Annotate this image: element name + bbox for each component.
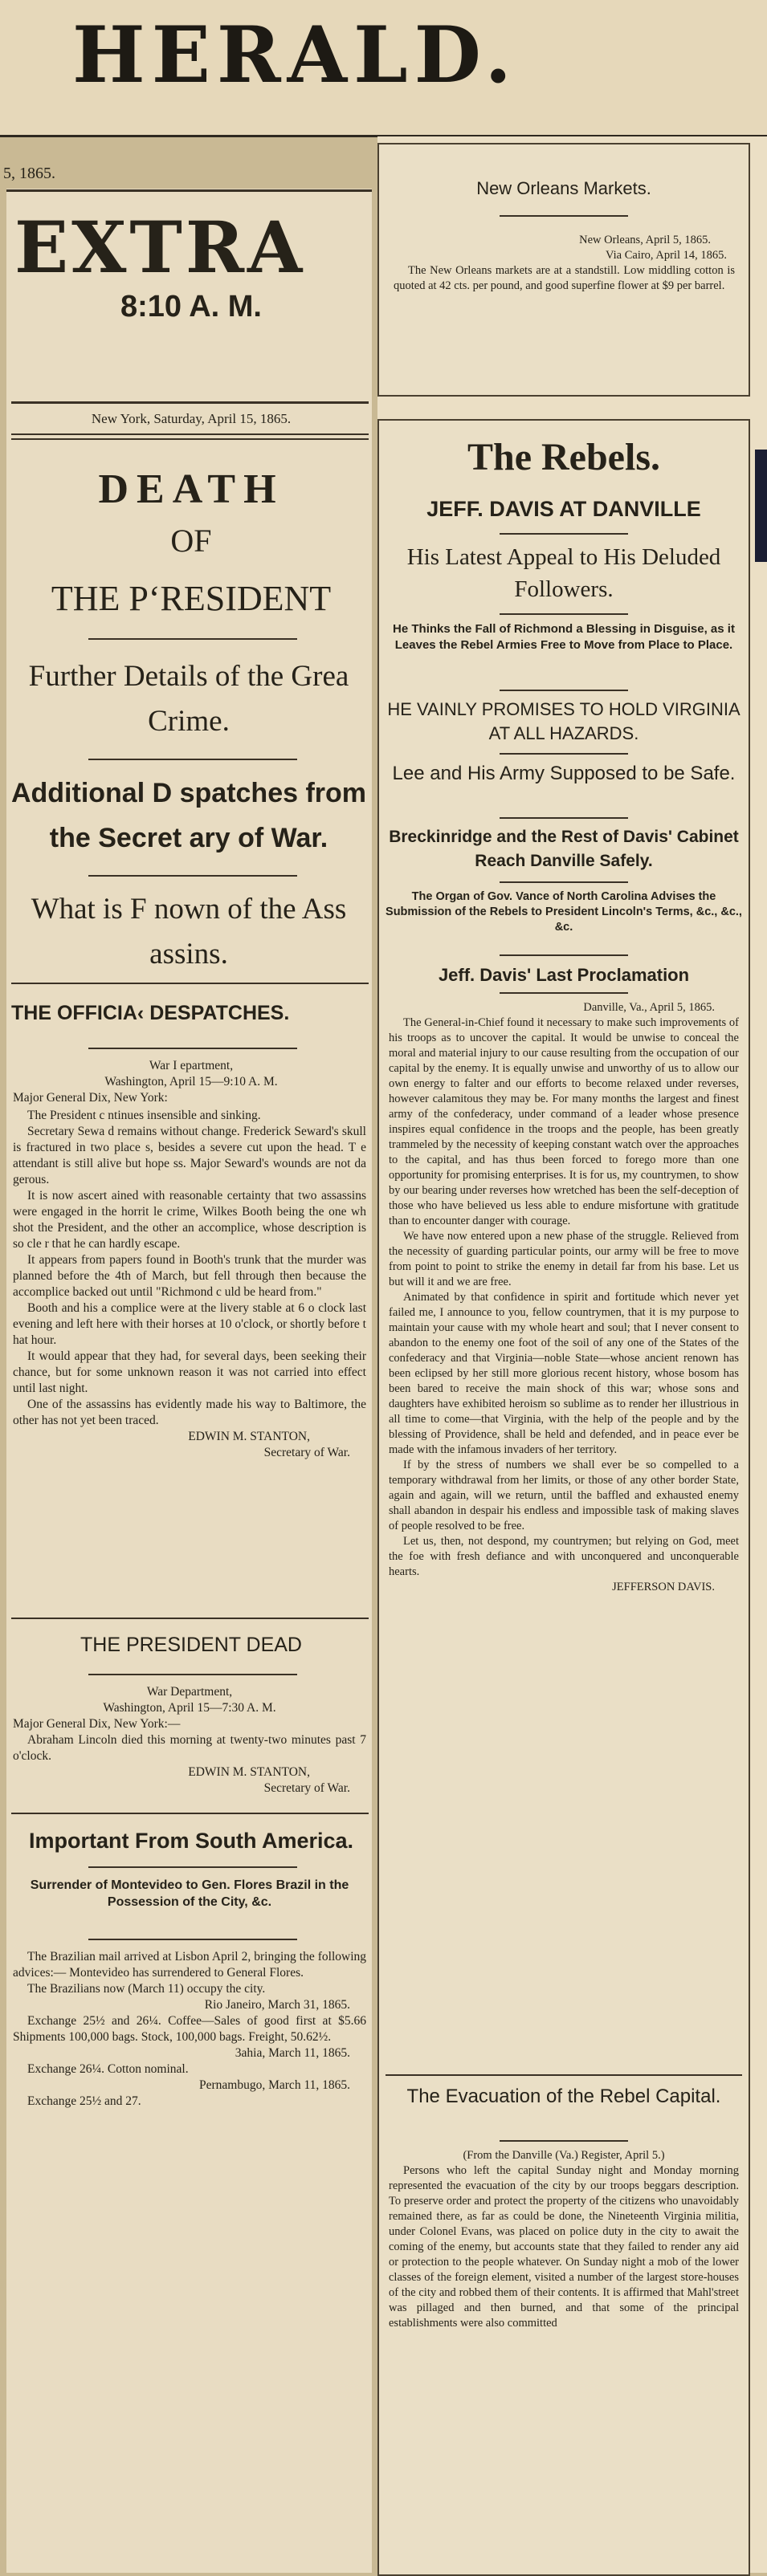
deck-despatches: Additional D spatches from the Secret ary of War. — [10, 778, 367, 853]
official-signature-title: Secretary of War. — [263, 1446, 350, 1459]
proclamation-paragraph: Animated by that confidence in spirit and fortitude which never yet failed me, I announce to you, fellow countrymen, that it is my purpose to maintain your cause with my whole heart and soul; that I never consent to abandon to the enemy one foot of the soil of any one of the States of the confederacy and that Virginia—noble State—whose ancient renown has been eclipsed by her still more glorious recent history, whose bosom has been bared to receive the main shock of this war; whose sons and daughters have exhibited heroism so sublime as to render her illustrious in all time to come—that Virginia, with the help of the people and by the blessing of Providence, shall be held and defended, and in peace ever be made with the infamous invaders of her territory. — [389, 1291, 739, 1456]
official-paragraph: It appears from papers found in Booth's trunk that the murder was planned before the 4th of March, but fell through then because the accomplice backed out until "Richmond c uld be heard from." — [13, 1253, 366, 1299]
official-addressee: Major General Dix, New York: — [13, 1091, 168, 1105]
south-america-body — [13, 1949, 366, 2110]
extra-heading: EXTRA — [14, 206, 306, 289]
dead-signature-title: Secretary of War. — [263, 1781, 350, 1795]
sa-text: Exchange 25½ and 27. — [27, 2094, 141, 2108]
proclamation-paragraph: If by the stress of numbers we shall ever be so compelled to a temporary withdrawal from her limits, or those of any other border State, again and again, will we return, until the baffled and exhausted enemy shall abandon in despair his endless and impossible task of making slaves of people resolved to be free. — [389, 1459, 739, 1532]
dead-addressee: Major General Dix, New York:— — [13, 1717, 181, 1731]
sa-text: Exchange 25½ and 26¼. Coffee—Sales of good first at $5.66 Shipments 100,000 bags. Stock, 100,000 bags. Freight, 50.62½. — [13, 2014, 366, 2044]
official-paragraph: Secretary Sewa d remains without change. Frederick Seward's skull is fractured in two place s, besides a severe cut upon the head. T e attendant is still alive but hope ss. Major Seward's wounds are not da gerous. — [13, 1125, 366, 1186]
proclamation-paragraph: The General-in-Chief found it necessary to make such improvements of his troops as to uncover the capital. It would be unwise to conceal the moral and material injury to our cause resulting from the occupation of our capital by the enemy. It is equally unwise and unworthy of us to allow our own energy to falter and our efforts to become relaxed under reverses, however calamitous they may be. For many months the largest and finest army of the confederacy, under command of a leader whose presence inspires equal confidence in the troops and the people, has been greatly trammeled by the necessity of keeping constant watch over the approaches to the capital, and has thus been forced to forego more than one opportunity for promising enterprises. It is for us, my countrymen, to show by our bearing under reverses how wretched has been the self-deception of those who have believed us less able to endure misfortune with gratitude than to encounter danger with courage. — [389, 1016, 739, 1227]
proclamation-heading: Jeff. Davis' Last Proclamation — [438, 965, 690, 985]
proclamation-body — [389, 1000, 739, 1595]
dateline: New York, Saturday, April 15, 1865. — [91, 411, 292, 426]
rebels-deck-danville: JEFF. DAVIS AT DANVILLE — [426, 497, 701, 521]
sa-text: The Brazilians now (March 11) occupy the city. — [27, 1982, 266, 1996]
sa-dateline: Rio Janeiro, March 31, 1865. — [204, 1998, 350, 2012]
deck-details: Further Details of the Grea Crime. — [28, 660, 349, 738]
official-paragraph: It would appear that they had, for several days, been seeking their chance, but for some unknown reason it was not carried into effect until last night. — [13, 1349, 366, 1395]
newspaper-title: HERALD. — [72, 10, 518, 100]
dead-text: Abraham Lincoln died this morning at twenty-two minutes past 7 o'clock. — [13, 1733, 366, 1763]
evacuation-source: (From the Danville (Va.) Register, April 5.) — [463, 2149, 665, 2162]
rebels-deck-blessing: He Thinks the Fall of Richmond a Blessing in Disguise, as it Leaves the Rebel Armies Free to Move from Place to Place. — [393, 622, 735, 652]
headline-of: OF — [170, 523, 212, 559]
president-dead-body — [13, 1684, 366, 1797]
headline-death: DEATH — [98, 466, 284, 512]
official-dateline-1: War I epartment, — [149, 1059, 234, 1072]
sa-dateline: Pernambugo, March 11, 1865. — [199, 2078, 350, 2092]
markets-box — [377, 143, 750, 397]
rebels-deck-appeal: His Latest Appeal to His Deluded Followers. — [406, 544, 721, 602]
rebels-deck-lee: Lee and His Army Supposed to be Safe. — [392, 763, 736, 784]
south-america-deck: Surrender of Montevideo to Gen. Flores Brazil in the Possession of the City, &c. — [30, 1878, 349, 1909]
markets-text: The New Orleans markets are at a standstill. Low middling cotton is quoted at 42 cts. per pound, and good superfine flower at $9 per barrel. — [394, 264, 735, 292]
rebels-box — [377, 419, 750, 2576]
official-paragraph: Booth and his a complice were at the livery stable at 6 o clock last evening and left here with their horses at 10 o'clock, or shortly before t hat hour. — [13, 1301, 366, 1347]
dead-dateline-1: War Department, — [146, 1685, 233, 1699]
official-despatches-body — [13, 1108, 366, 1461]
sa-dateline: 3ahia, March 11, 1865. — [235, 2046, 350, 2060]
south-america-heading: Important From South America. — [28, 1829, 354, 1853]
official-dateline-2: Washington, April 15—9:10 A. M. — [104, 1075, 278, 1089]
markets-body — [394, 233, 735, 294]
official-signature: EDWIN M. STANTON, — [188, 1430, 310, 1443]
proclamation-paragraph: Let us, then, not despond, my countrymen; but relying on God, meet the foe with fresh defiance and with unconquered and unconquerable hearts. — [389, 1535, 739, 1578]
masthead — [0, 0, 767, 136]
evacuation-body — [389, 2148, 739, 2331]
official-paragraph: It is now ascert ained with reasonable certainty that two assassins were engaged in the horrit le crime, Wilkes Booth being the one wh shot the President, and the other an accomplice, whose description is so cle r that he can hardly escape. — [13, 1189, 366, 1251]
deck-assassins: What is F nown of the Ass assins. — [31, 893, 347, 971]
president-dead-heading: THE PRESIDENT DEAD — [80, 1634, 302, 1656]
page-edge-fragment — [755, 450, 767, 562]
official-paragraph: One of the assassins has evidently made his way to Baltimore, the other has not yet been traced. — [13, 1398, 366, 1427]
proclamation-dateline: Danville, Va., April 5, 1865. — [583, 1001, 715, 1014]
proclamation-paragraph: We have now entered upon a new phase of the struggle. Relieved from the necessity of guarding particular points, our army will be free to move from point to point to strike the enemy in detail far from his base. Let us but will it and we are free. — [389, 1230, 739, 1288]
dead-signature: EDWIN M. STANTON, — [188, 1765, 310, 1779]
official-paragraph: The President c ntinues insensible and sinking. — [27, 1109, 261, 1122]
evacuation-text: Persons who left the capital Sunday night and Monday morning represented the evacuation of the city by our troops beggars description. To preserve order and protect the property of the citizens who unavoidably remained there, as far as could be done, the Nineteenth Virginia militia, under Colonel Evans, was placed on police duty in the city to await the coming of the enemy, but accounts state that they failed to render any aid or protection to the people whatever. On Sunday night a mob of the lower classes of the foreign element, visited a number of the largest store-houses of the city and robbed them of their contents. It is affirmed that Mahl'street was pillaged and then burned, and that some of the principal establishments were also committed — [389, 2164, 739, 2330]
date-fragment: 5, 1865. — [3, 165, 55, 182]
official-despatches-heading: THE OFFICIA‹ DESPATCHES. — [11, 1002, 290, 1024]
rebels-deck-vance: The Organ of Gov. Vance of North Carolina Advises the Submission of the Rebels to President Lincoln's Terms, &c., &c., &c. — [386, 890, 742, 934]
headline-president: THE P‘RESIDENT — [51, 579, 332, 618]
sa-text: Exchange 26¼. Cotton nominal. — [27, 2062, 189, 2076]
rebels-deck-virginia: HE VAINLY PROMISES TO HOLD VIRGINIA AT ALL HAZARDS. — [387, 699, 740, 743]
proclamation-signature: JEFFERSON DAVIS. — [612, 1581, 715, 1593]
sa-text: The Brazilian mail arrived at Lisbon April 2, bringing the following advices:— Montevideo has surrendered to General Flores. — [13, 1950, 366, 1980]
rebels-heading: The Rebels. — [467, 436, 660, 478]
evacuation-heading: The Evacuation of the Rebel Capital. — [406, 2086, 721, 2107]
markets-dateline-1: New Orleans, April 5, 1865. — [579, 234, 711, 246]
edition-time: 8:10 A. M. — [120, 290, 262, 324]
rebels-deck-cabinet: Breckinridge and the Rest of Davis' Cabinet Reach Danville Safely. — [389, 828, 739, 870]
dead-dateline-2: Washington, April 15—7:30 A. M. — [103, 1701, 276, 1715]
markets-dateline-2: Via Cairo, April 14, 1865. — [606, 249, 727, 262]
markets-heading: New Orleans Markets. — [476, 178, 651, 198]
